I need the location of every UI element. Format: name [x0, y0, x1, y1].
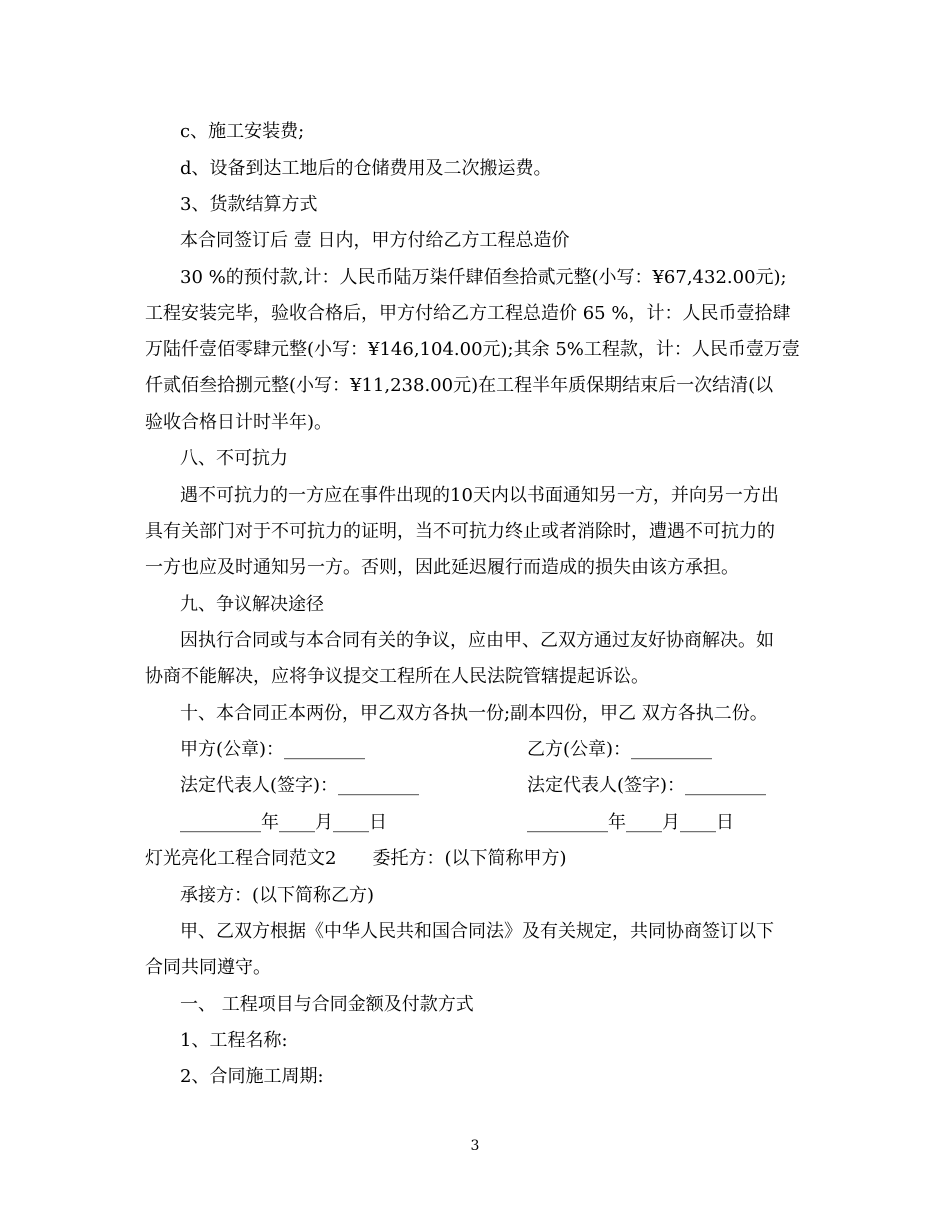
text-line: 仟贰佰叁拾捌元整(小写：¥11,238.00元)在工程半年质保期结束后一次结清(以 — [145, 375, 774, 396]
party-b-seal: 乙方(公章)：_________ — [527, 739, 713, 760]
text-line: 本合同签订后 壹 日内，甲方付给乙方工程总造价 — [180, 230, 570, 251]
text-line: 验收合格日计时半年)。 — [145, 412, 333, 433]
text-line: c、施工安装费; — [180, 121, 305, 142]
party-b-representative: 法定代表人(签字)：_________ — [527, 775, 767, 796]
section-heading: 3、货款结算方式 — [180, 194, 318, 215]
text-line: 协商不能解决，应将争议提交工程所在人民法院管辖提起诉讼。 — [145, 666, 649, 687]
text-line: 因执行合同或与本合同有关的争议，应由甲、乙双方通过友好协商解决。如 — [180, 630, 774, 651]
party-a-seal: 甲方(公章)：_________ — [180, 739, 366, 760]
party-a-representative: 法定代表人(签字)：_________ — [180, 775, 420, 796]
text-line: 工程安装完毕，验收合格后，甲方付给乙方工程总造价 65 %，计：人民币壹拾肆 — [145, 303, 791, 324]
text-line: 万陆仟壹佰零肆元整(小写：¥146,104.00元);其余 5%工程款，计：人民币壹万壹 — [145, 339, 800, 360]
section-heading: 八、不可抗力 — [180, 448, 288, 469]
document-title-line: 灯光亮化工程合同范文2 委托方：(以下简称甲方) — [145, 848, 567, 869]
text-line: 十、本合同正本两份，甲乙双方各执一份;副本四份，甲乙 双方各执二份。 — [180, 703, 768, 724]
text-line: 承接方：(以下简称乙方) — [180, 885, 375, 906]
party-a-date: _________年____月____日 — [180, 812, 387, 833]
text-line: d、设备到达工地后的仓储费用及二次搬运费。 — [180, 158, 552, 179]
party-b-date: _________年____月____日 — [527, 812, 734, 833]
text-line: 甲、乙双方根据《中华人民共和国合同法》及有关规定，共同协商签订以下 — [180, 921, 774, 942]
text-line: 2、合同施工周期: — [180, 1066, 324, 1087]
text-line: 1、工程名称: — [180, 1030, 288, 1051]
text-line: 合同共同遵守。 — [145, 957, 271, 978]
text-line: 一方也应及时通知另一方。否则，因此延迟履行而造成的损失由该方承担。 — [145, 557, 739, 578]
page-number: 3 — [470, 1138, 480, 1154]
text-line: 遇不可抗力的一方应在事件出现的10天内以书面通知另一方，并向另一方出 — [180, 485, 779, 506]
section-heading: 九、争议解决途径 — [180, 594, 324, 615]
text-line: 具有关部门对于不可抗力的证明，当不可抗力终止或者消除时，遭遇不可抗力的 — [145, 521, 775, 542]
text-line: 30 %的预付款,计：人民币陆万柒仟肆佰叁拾贰元整(小写：¥67,432.00元); — [180, 267, 787, 288]
section-heading: 一、 工程项目与合同金额及付款方式 — [180, 994, 474, 1015]
